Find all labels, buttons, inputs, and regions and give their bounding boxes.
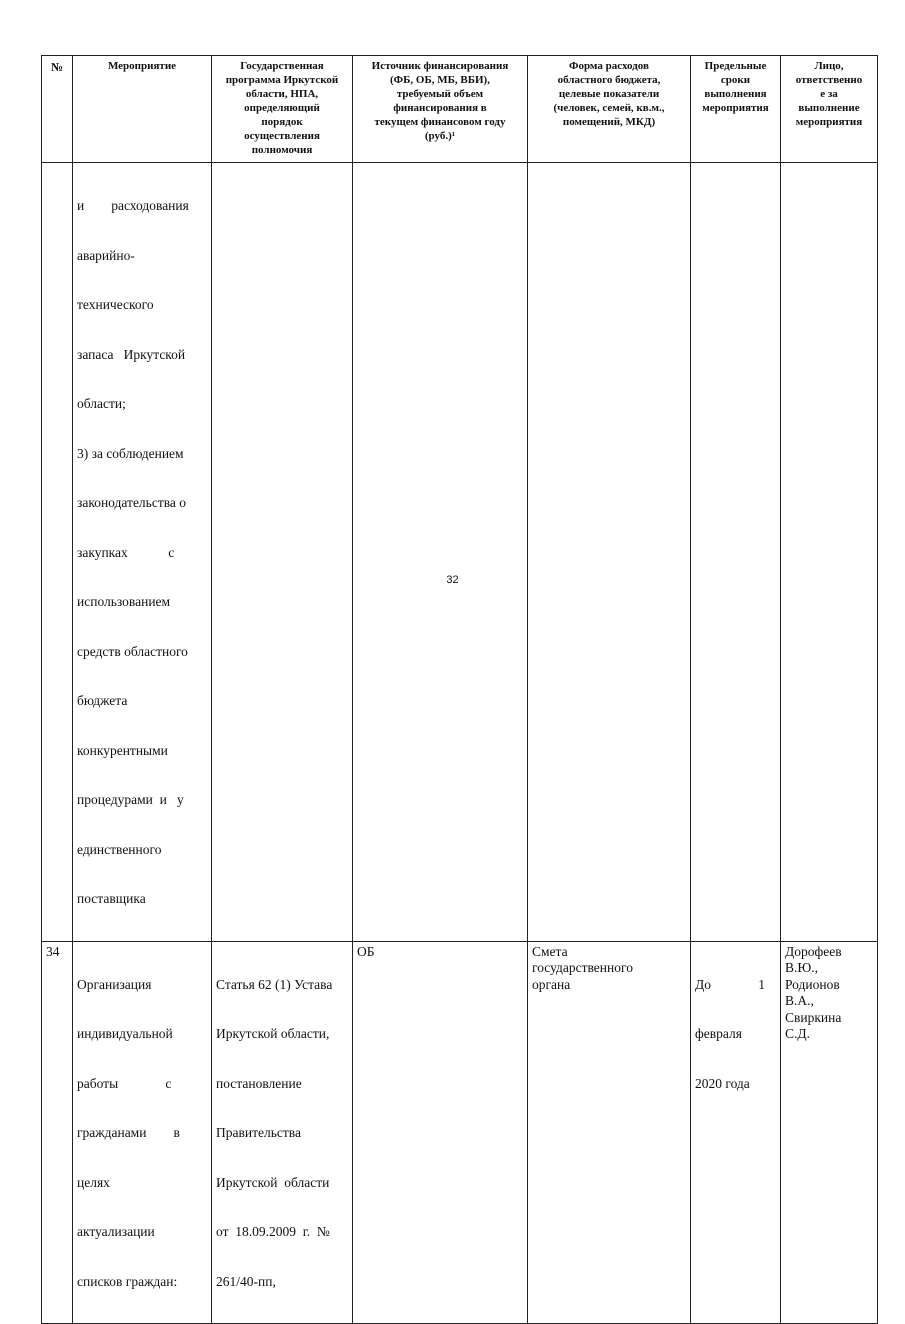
text-line: аварийно-	[77, 247, 135, 263]
text-line: Иркутской области	[216, 1174, 330, 1190]
text-line: Свиркина	[785, 1009, 842, 1025]
text-line: технического	[77, 297, 154, 312]
text-line: Родионов	[785, 976, 840, 992]
header-line: области, НПА,	[245, 88, 319, 100]
cell-responsible	[781, 163, 878, 942]
header-line: мероприятия	[702, 102, 769, 114]
cell-deadline	[691, 163, 781, 942]
header-expense-lines	[530, 59, 688, 129]
text-line: закупках с	[77, 544, 175, 560]
text-line: В.А.,	[785, 993, 814, 1008]
header-line: (ФБ, ОБ, МБ, ВБИ),	[390, 74, 490, 86]
page-number: 32	[446, 574, 459, 586]
program-lines	[216, 944, 348, 1324]
header-row	[42, 56, 878, 163]
text-line: работы с	[77, 1075, 172, 1091]
header-deadline-lines	[693, 59, 778, 115]
header-expense-form	[528, 56, 691, 163]
text-line: 261/40-пп,	[216, 1273, 276, 1289]
text-line: В.Ю.,	[785, 960, 819, 975]
text-line: постановление	[216, 1075, 302, 1091]
text-line: поставщика	[77, 891, 146, 906]
header-event: Мероприятие	[73, 56, 212, 163]
header-line: полномочия	[251, 144, 313, 156]
text-line: процедурами и у	[77, 792, 184, 807]
text-line: актуализации	[77, 1224, 155, 1239]
table-row	[42, 163, 878, 942]
header-line: ответственно	[795, 74, 863, 86]
header-line: помещений, МКД)	[562, 116, 656, 128]
header-line: сроки	[720, 74, 751, 86]
text-line: области;	[77, 396, 126, 411]
text-line: Дорофеев	[785, 943, 842, 959]
text-line: февраля	[695, 1026, 742, 1041]
cell-funding-source: ОБ	[353, 941, 528, 1324]
text-line: законодательства о	[77, 495, 187, 510]
header-program-lines	[214, 59, 350, 157]
cell-program	[212, 941, 353, 1324]
header-line: Лицо,	[814, 60, 844, 72]
text-line: органа	[532, 976, 571, 992]
text-line: 3) за соблюдением	[77, 445, 184, 461]
cell-program	[212, 163, 353, 942]
cell-event	[73, 163, 212, 942]
header-line: определяющий	[244, 102, 320, 114]
header-responsible	[781, 56, 878, 163]
header-responsible-lines	[783, 59, 875, 129]
cell-number: 34	[42, 941, 73, 1324]
text-line: С.Д.	[785, 1026, 810, 1041]
cell-expense-form	[528, 163, 691, 942]
header-deadline	[691, 56, 781, 163]
header-line: выполнения	[704, 88, 767, 100]
header-program	[212, 56, 353, 163]
event-lines	[77, 165, 207, 941]
header-line: (человек, семей, кв.м.,	[553, 102, 665, 114]
header-line: Государственная	[240, 60, 324, 72]
deadline-lines	[695, 944, 776, 1126]
header-line: мероприятия	[795, 116, 863, 128]
header-funding-lines	[355, 59, 525, 143]
header-line: (руб.)¹	[424, 130, 456, 142]
header-line: выполнение	[798, 102, 860, 114]
text-line: 2020 года	[695, 1075, 750, 1091]
text-line: бюджета	[77, 693, 128, 708]
header-line: осуществления	[244, 130, 320, 142]
text-line: Иркутской области,	[216, 1026, 330, 1041]
text-line: средств областного	[77, 643, 188, 659]
expense-form-lines	[532, 944, 686, 994]
header-line: Предельные	[704, 60, 767, 72]
text-line: запаса Иркутской	[77, 346, 186, 362]
text-line: гражданами в	[77, 1125, 180, 1140]
text-line: Смета	[532, 943, 568, 959]
header-line: требуемый объем	[396, 88, 484, 100]
header-line: Источник финансирования	[371, 60, 509, 72]
cell-responsible	[781, 941, 878, 1324]
cell-event	[73, 941, 212, 1324]
header-line: целевые показатели	[558, 88, 660, 100]
text-line: государственного	[532, 960, 633, 975]
header-number: №	[42, 56, 73, 163]
text-line: Организация	[77, 976, 152, 992]
event-lines	[77, 944, 207, 1324]
cell-deadline	[691, 941, 781, 1324]
header-line: е за	[820, 88, 838, 100]
cell-number	[42, 163, 73, 942]
text-line: и расходования	[77, 198, 189, 213]
header-line: финансирования в	[393, 102, 487, 114]
responsible-lines	[785, 944, 873, 1043]
text-line: единственного	[77, 841, 162, 857]
header-line: Форма расходов	[569, 60, 649, 72]
header-line: областного бюджета,	[557, 74, 661, 86]
text-line: от 18.09.2009 г. №	[216, 1224, 330, 1239]
text-line: индивидуальной	[77, 1026, 173, 1041]
text-line: До 1	[695, 976, 765, 992]
header-line: текущем финансовом году	[374, 116, 506, 128]
header-funding-source	[353, 56, 528, 163]
text-line: Статья 62 (1) Устава	[216, 976, 333, 992]
text-line: целях	[77, 1174, 110, 1190]
text-line: конкурентными	[77, 742, 168, 758]
header-line: программа Иркутской	[225, 74, 339, 86]
text-line: списков граждан:	[77, 1273, 178, 1289]
header-line: порядок	[261, 116, 303, 128]
measures-table	[41, 55, 878, 1324]
cell-expense-form	[528, 941, 691, 1324]
cell-funding-source	[353, 163, 528, 942]
text-line: использованием	[77, 594, 171, 609]
table-row	[42, 941, 878, 1324]
text-line: Правительства	[216, 1125, 301, 1140]
